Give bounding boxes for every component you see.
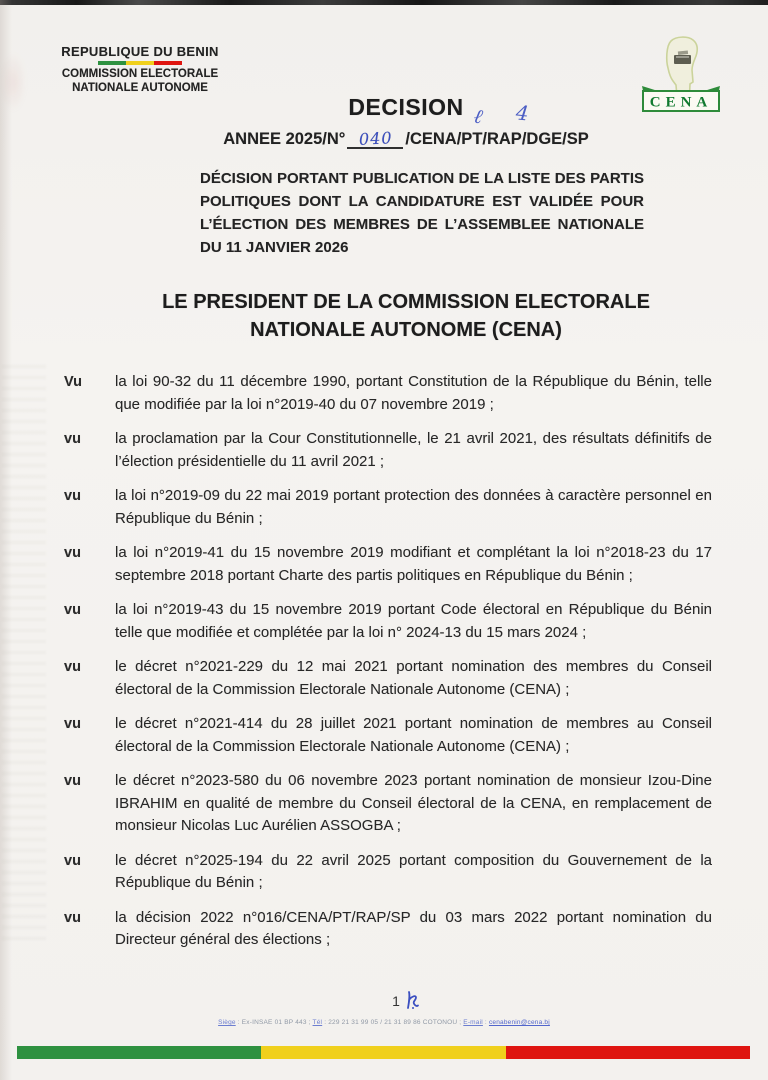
visa-label: vu [64, 909, 81, 926]
visa-text: la loi n°2019-41 du 15 novembre 2019 modifiant et complétant la loi n°2018-23 du 17 septembre 2018 portant Charte des partis politiques en République du Bénin ; [115, 544, 712, 584]
handwritten-paraph [404, 990, 420, 1013]
country-title: REPUBLIQUE DU BENIN [61, 44, 219, 59]
visa-item [64, 713, 712, 758]
visa-item [64, 907, 712, 952]
handwritten-number: 040 [358, 128, 393, 149]
page-number-row [40, 992, 768, 1013]
visa-label: vu [64, 773, 81, 789]
visa-item [64, 656, 712, 701]
visa-text: la loi n°2019-43 du 15 novembre 2019 portant Code électoral en République du Bénin telle que modifiée et complétée par la loi n° 2024-13 du 15 mars 2024 ; [115, 601, 712, 641]
org-name-line1: COMMISSION ELECTORALE [61, 68, 219, 80]
bleed-through-ghost-text [2, 360, 46, 940]
flag-yellow-segment [126, 61, 154, 65]
visa-item [64, 599, 712, 644]
visa-item [64, 850, 712, 895]
reference-number-blank [347, 128, 403, 149]
org-name-line2: NATIONALE AUTONOME [72, 81, 208, 94]
document-title: DECISION [348, 94, 464, 120]
footer-flag-bar [17, 1046, 750, 1059]
contact-tel-value: : 229 21 31 99 05 / 21 31 89 86 COTONOU ; [322, 1019, 464, 1026]
footer-flag-green-segment [17, 1046, 261, 1059]
visa-text: le décret n°2021-414 du 28 juillet 2021 portant nomination de membres au Conseil électoral de la Commission Electorale Nationale Autonome (CENA) ; [115, 715, 712, 755]
page-number: 1 [392, 993, 400, 1010]
visa-label: Vu [64, 374, 82, 390]
visa-text: la loi 90-32 du 11 décembre 1990, portant Constitution de la République du Bénin, telle que modifiée par la loi n°2019-40 du 07 novembre 2019 ; [115, 373, 712, 413]
flag-green-segment [98, 61, 126, 65]
visa-label: vu [64, 716, 81, 732]
visa-item [64, 428, 712, 473]
reference-line [40, 130, 768, 149]
visa-item [64, 542, 712, 587]
president-heading [40, 288, 768, 344]
president-heading-line1: LE PRESIDENT DE LA COMMISSION ELECTORALE [162, 291, 650, 313]
visa-text: le décret n°2021-229 du 12 mai 2021 portant nomination des membres du Conseil électoral de la Commission Electorale Nationale Autonome (CENA) ; [115, 658, 712, 698]
ballot-box [674, 55, 691, 64]
contact-siege-value: : Ex-INSAE 01 BP 443 ; [235, 1019, 313, 1026]
reference-prefix: ANNEE 2025/N° [223, 130, 346, 148]
scan-smudge [0, 52, 26, 112]
cena-logo-label: CENA [649, 94, 713, 111]
visa-item [64, 371, 712, 416]
footer-flag-red-segment [506, 1046, 750, 1059]
footer-contact-line [0, 1019, 768, 1026]
visa-label: vu [64, 545, 81, 561]
footer-flag-yellow-segment [261, 1046, 505, 1059]
handwritten-annotation-mark-2: 4 [514, 100, 530, 126]
contact-tel-label: Tél [312, 1019, 323, 1026]
visa-text: la proclamation par la Cour Constitutionnelle, le 21 avril 2021, des résultats définitifs de l’élection présidentielle du 11 avril 2021 ; [115, 430, 712, 470]
benin-flag-bar [98, 61, 182, 65]
contact-email-address: cenabenin@cena.bj [488, 1019, 550, 1026]
decision-subject: DÉCISION PORTANT PUBLICATION DE LA LISTE DES PARTIS POLITIQUES DONT LA CANDIDATURE EST VALIDÉE POUR L’ÉLECTION DES MEMBRES DE L’ASSEMBLEE NATIONALE DU 11 JANVIER 2026 [200, 170, 644, 256]
letterhead [52, 44, 228, 95]
president-heading-line2: NATIONALE AUTONOME (CENA) [250, 319, 562, 341]
visa-text: la loi n°2019-09 du 22 mai 2019 portant protection des données à caractère personnel en République du Bénin ; [115, 487, 712, 527]
visa-text: le décret n°2023-580 du 06 novembre 2023 portant nomination de monsieur Izou-Dine IBRAHIM en qualité de membre du Conseil électoral de la CENA, en remplacement de monsieur Nicolas Luc Aurélien ASSOGBA ; [115, 772, 712, 834]
visa-text: la décision 2022 n°016/CENA/PT/RAP/SP du 03 mars 2022 portant nomination du Directeur général des élections ; [115, 908, 712, 948]
visa-label: vu [64, 431, 81, 447]
scan-edge-artifact [0, 0, 768, 5]
visa-text: le décret n°2025-194 du 22 avril 2025 portant composition du Gouvernement de la République du Bénin ; [115, 851, 712, 891]
visa-label: vu [64, 852, 81, 869]
contact-email-sep: : [482, 1019, 489, 1026]
visa-item [64, 770, 712, 838]
visa-item [64, 485, 712, 530]
handwritten-annotation-mark-1: ℓ [471, 103, 485, 129]
visa-list [64, 371, 712, 964]
flag-red-segment [154, 61, 182, 65]
reference-suffix: /CENA/PT/RAP/DGE/SP [405, 130, 589, 148]
contact-email-label: E-mail [463, 1019, 483, 1026]
visa-label: vu [64, 659, 81, 675]
visa-label: vu [64, 488, 81, 504]
contact-siege-label: Siège [218, 1019, 236, 1026]
visa-label: vu [64, 602, 81, 618]
